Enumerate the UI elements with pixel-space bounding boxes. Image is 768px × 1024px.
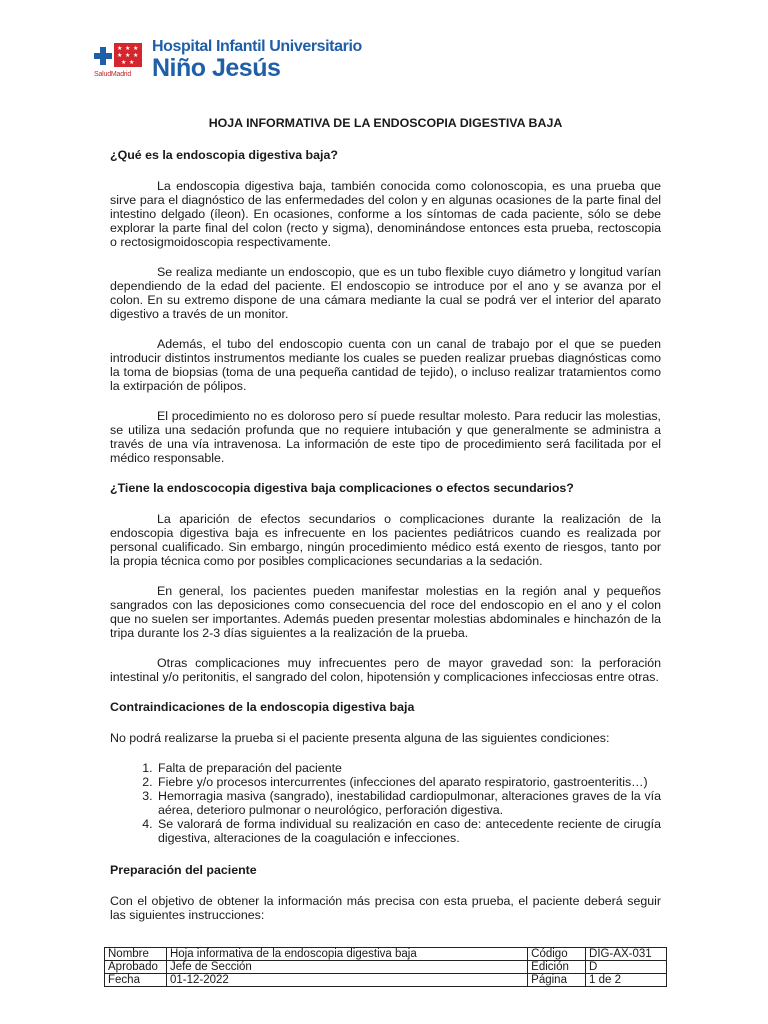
section-heading-preparacion: Preparación del paciente [110, 863, 257, 877]
table-cell: Página [528, 974, 586, 987]
comunidad-madrid-emblem-icon [94, 41, 144, 71]
paragraph: La endoscopia digestiva baja, también conocida como colonoscopia, es una prueba que sirve para el diagnóstico de las enfermedades del colon y en algunas ocasiones de la parte final del intestino delgado (íleon). En ocasiones, conforme a los síntomas de cada paciente, sólo se debe explorar la parte final del colon (recto y sigma), denominándose entonces esta prueba, rectoscopia o rectosigmoidoscopia respectivamente. [110, 179, 661, 249]
hospital-logo [94, 38, 362, 86]
list-item: 1. Falta de preparación del paciente [156, 761, 661, 775]
paragraph: Además, el tubo del endoscopio cuenta con un canal de trabajo por el que se pueden introducir distintos instrumentos mediante los cuales se pueden realizar pruebas diagnósticas como la toma de biopsias (toma de una pequeña cantidad de tejido), o incluso realizar tratamientos como la extirpación de pólipos. [110, 337, 661, 393]
salud-madrid-label: SaludMadrid [94, 71, 132, 78]
table-cell: Nombre [105, 948, 167, 961]
table-cell: Código [528, 948, 586, 961]
table-cell: 1 de 2 [586, 974, 667, 987]
contraindications-list [110, 761, 661, 845]
paragraph: Se realiza mediante un endoscopio, que es un tubo flexible cuyo diámetro y longitud varían dependiendo de la edad del paciente. El endoscopio se introduce por el ano y se avanza por el colon. En su extremo dispone de una cámara mediante la cual se podrá ver el interior del aparato digestivo a través de un monitor. [110, 265, 661, 321]
paragraph: El procedimiento no es doloroso pero sí puede resultar molesto. Para reducir las molestias, se utiliza una sedación profunda que no requiere intubación y que generalmente se administra a través de una vía intravenosa. La información de este tipo de procedimiento será facilitada por el médico responsable. [110, 409, 661, 465]
table-row [105, 974, 667, 987]
table-cell: Hoja informativa de la endoscopia digestiva baja [166, 948, 527, 961]
section-heading-complicaciones: ¿Tiene la endoscocopia digestiva baja complicaciones o efectos secundarios? [110, 481, 574, 495]
list-item: 4. Se valorará de forma individual su realización en caso de: antecedente reciente de cirugía digestiva, alteraciones de la coagulación e infecciones. [156, 817, 661, 845]
section-heading-contraindicaciones: Contraindicaciones de la endoscopia digestiva baja [110, 700, 415, 714]
madrid-flag-icon: ★ ★ ★ ★ ★ ★ ★ ★ [114, 43, 142, 67]
table-cell: 01-12-2022 [166, 974, 527, 987]
document-title: HOJA INFORMATIVA DE LA ENDOSCOPIA DIGESTIVA BAJA [208, 116, 563, 130]
list-item: 2. Fiebre y/o procesos intercurrentes (infecciones del aparato respiratorio, gastroenteritis…) [156, 775, 661, 789]
table-cell: Fecha [105, 974, 167, 987]
table-cell: Jefe de Sección [166, 961, 527, 974]
document-body [110, 116, 661, 938]
table-cell: D [586, 961, 667, 974]
paragraph: Otras complicaciones muy infrecuentes pero de mayor gravedad son: la perforación intestinal y/o peritonitis, el sangrado del colon, hipotensión y complicaciones infecciosas entre otras. [110, 656, 661, 684]
hospital-name-line1: Hospital Infantil Universitario [152, 38, 362, 55]
paragraph: Con el objetivo de obtener la información más precisa con esta prueba, el paciente deberá seguir las siguientes instrucciones: [110, 894, 661, 922]
table-row [105, 961, 667, 974]
paragraph: No podrá realizarse la prueba si el paciente presenta alguna de las siguientes condiciones: [110, 731, 610, 745]
list-item: 3. Hemorragia masiva (sangrado), inestabilidad cardiopulmonar, alteraciones graves de la vía aérea, deterioro pulmonar o neurológico, perforación digestiva. [156, 789, 661, 817]
table-cell: Edición [528, 961, 586, 974]
section-heading-que-es: ¿Qué es la endoscopia digestiva baja? [110, 148, 338, 162]
table-cell: DIG-AX-031 [586, 948, 667, 961]
hospital-name-line2: Niño Jesús [152, 54, 281, 82]
table-row [105, 948, 667, 961]
paragraph: La aparición de efectos secundarios o complicaciones durante la realización de la endoscopia digestiva baja es infrecuente en los pacientes pediátricos cuando es realizada por personal cualificado. Sin embargo, ningún procedimiento médico está exento de riesgos, tanto por la propia técnica como por posibles complicaciones secundarias a la sedación. [110, 512, 661, 568]
health-cross-icon [94, 47, 112, 65]
paragraph: En general, los pacientes pueden manifestar molestias en la región anal y pequeños sangrados con las deposiciones como consecuencia del roce del endoscopio en el ano y el colon que no suelen ser importantes. Además pueden presentar molestias abdominales e hinchazón de la tripa durante los 2-3 días siguientes a la realización de la prueba. [110, 584, 661, 640]
table-cell: Aprobado [105, 961, 167, 974]
document-control-table [104, 947, 667, 987]
